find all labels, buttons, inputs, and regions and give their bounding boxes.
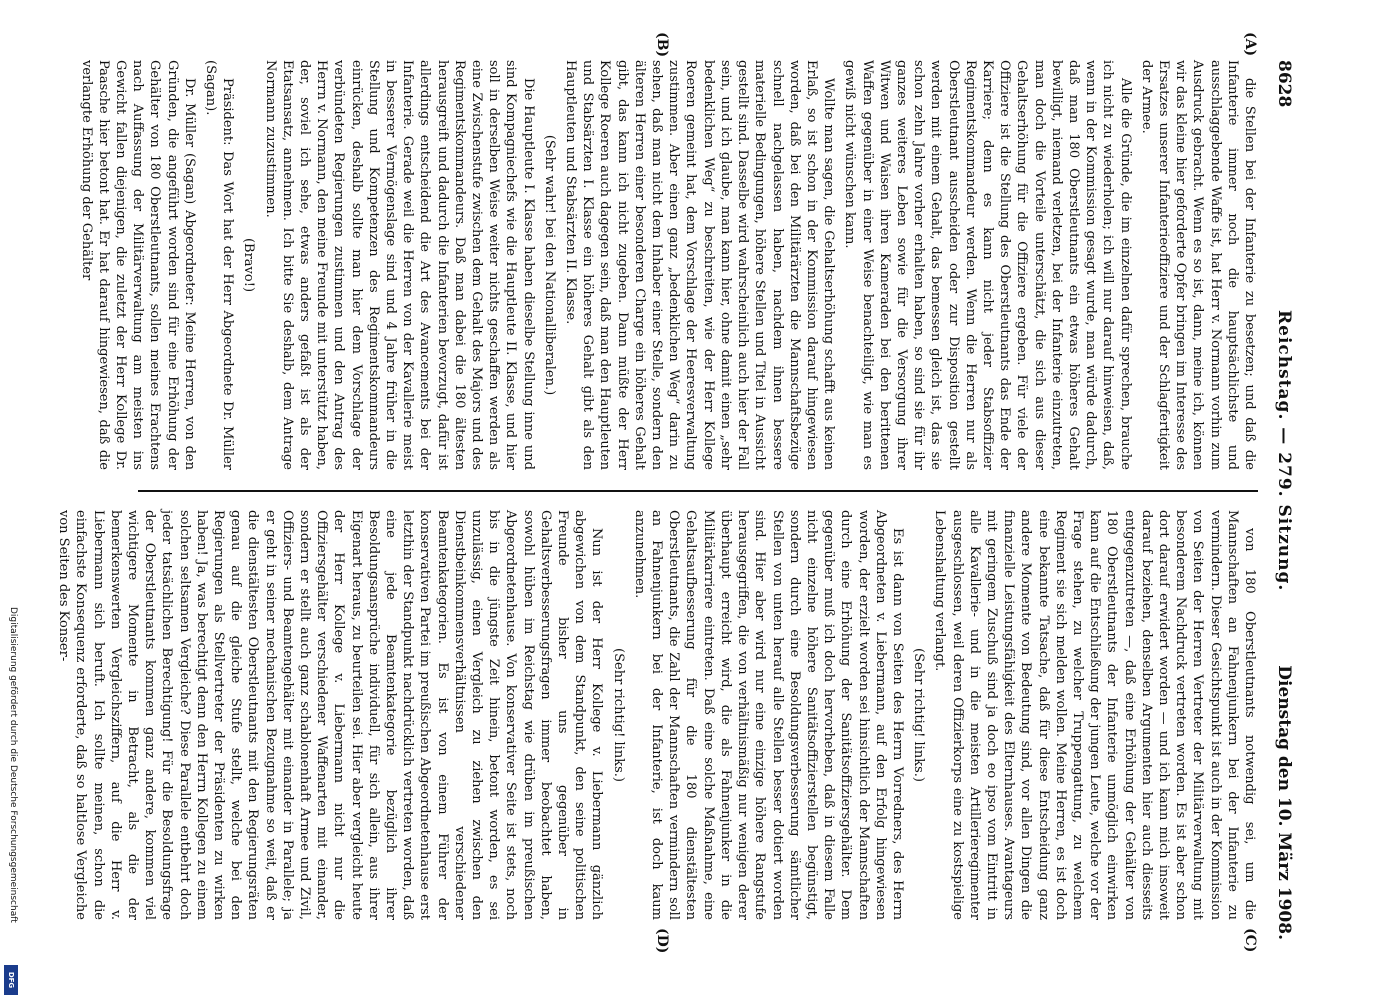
column-divider — [138, 490, 1258, 492]
interjection: (Sehr richtig! links.) — [911, 648, 927, 782]
page-header — [1260, 60, 1300, 940]
speaker-paragraph: Präsident: Das Wort hat der Herr Abgeordnete Dr. Müller (Sagan). — [203, 60, 236, 470]
dfg-logo-text: DFG — [7, 971, 15, 989]
page-content — [56, 32, 1300, 954]
interjection: (Sehr richtig! links.) — [610, 648, 626, 782]
right-column — [51, 510, 1258, 920]
paragraph: Dr. Müller (Sagan) Abgeordneter: Meine Herren, von den Gründen, die angeführt worden sind für eine Erhöhung der Gehälter von 180 Oberstleutnants, sollen meines Erachtens nach Auffassung der Militärverwaltung am meisten ins Gewicht fallen diejenigen, die zuletzt der Herr Kollege Dr. Paasche hier betont hat. Er hat darauf hingewiesen, daß die verlangte Erhöhung der Gehälter — [78, 60, 197, 470]
session-title: Reichstag. — 279. Sitzung. — [1274, 310, 1294, 592]
margin-mark-d: (D) — [654, 928, 670, 954]
session-date: Dienstag den 10. März 1908. — [1274, 665, 1294, 940]
left-column — [73, 60, 1258, 470]
paragraph: Alle die Gründe, die im einzelnen dafür sprechen, brauche ich nicht zu wiederholen; ich will nur darauf hinweisen, daß, wenn in der Kommission gesagt wurde, man würde dadurch, daß man 180 Oberstleutnants ein etwas höheres Gehalt bewilligt, niemand verletzen, bei der Infanterie einzutreten, man doch die Vorteile unterschätzt, die sich aus dieser Gehaltserhöhung für die Offiziere ergeben. Für viele der Offiziere ist die Stellung des Oberstleutnants das Ende der Karriere; denn es kann nicht jeder Stabsoffizier Regimentskommandeur werden. Wenn die Herren nur als Oberstleutnant ausscheiden oder zur Disposition gestellt werden mit einem Gehalt, das bemessen gleich ist, das sie schon zehn Jahre vorher erhalten haben, so sind sie für ihr ganzes weiteres Leben sowie für die Versorgung ihrer Witwen und Waisen ihren Kameraden bei den berittenen Waffen gegenüber in einer Weise benachteiligt, wie man es gewiß nicht wünschen kann. — [842, 60, 1133, 470]
margin-mark-a: (A) — [1242, 32, 1258, 57]
dfg-logo — [4, 965, 18, 995]
paragraph: Es ist dann von Seiten des Herrn Vorredners, des Herrn Abgeordneten v. Liebermann, auf den Erfolg hingewiesen worden, der erzielt worden sei hinsichtlich der Mannschaften durch eine Erhöhung der Sanitätsoffiziersgehälter. Dem gegenüber muß ich doch hervorheben, daß in diesem Falle nicht einzelne höhere Sanitätsoffizierstellen begünstigt, sondern durch eine Besoldungsverbesserung sämtlicher Stellen von unten herauf alle Stellen besser dotiert worden sind. Hier aber wird nur eine einzige höhere Rangstufe herausgegriffen, die von verhältnismäßig nur wenigen derer überhaupt erreicht wird, die als Fahnenjunker in die Militärkarriere eintreten. Daß eine solche Maßnahme, eine Gehaltsaufbesserung für die 180 dienstältesten Oberstleutnants, die Zahl der Mannschaften vermindern soll an Fahnenjunkern bei der Infanterie, ist doch kaum anzunehmen. — [631, 510, 905, 920]
paragraph: Wollte man sagen, die Gehaltserhöhung schafft aus keinen Erlaß, so ist schon in der Kommission darauf hingewiesen worden, daß bei den Militärärzten die Mannschaftsbezüge schnell nachgelassen haben, nachdem ihnen bessere materielle Bedingungen, höhere Stellen und Titel in Aussicht gestellt sind. Dasselbe wird wahrscheinlich auch hier der Fall sein, und ich glaube, man kann hier, ohne damit einen „sehr bedenklichen Weg“ zu beschreiten, wie der Herr Kollege Roeren gemeint hat, dem Vorschlage der Heeresverwaltung zustimmen. Aber einen ganz „bedenklichen Weg“ darin zu sehen, daß man nicht dem Inhaber einer Stelle, sondern den älteren Herren einer besonderen Charge ein höheres Gehalt gibt, das kann ich nicht zugeben. Dann müßte der Herr Kollege Roeren auch dagegen sein, daß man den Hauptleuten und Stabsärzten I. Klasse ein höheres Gehalt gibt als den Hauptleuten und Stabsärzten II. Klasse. — [563, 60, 837, 470]
paragraph: Die Hauptleute I. Klasse haben dieselbe Stellung inne und sind Kompagniechefs wie die Hauptleute II. Klasse, und hier soll in derselben Weise weiter nichts geschaffen werden als eine Zwischenstufe zwischen dem Gehalt des Majors und des Regimentskommandeurs. Daß man dabei die 180 ältesten herausgreift und dadurch die Infanterien bevorzugt, dafür ist allerdings entscheidend die Art des Avancements bei der Infanterie. Gerade weil die Herren von der Kavallerie meist in besserer Vermögenslage sind und 4 Jahre früher in die Stellung und Kompetenzen des Regimentskommandeurs einrücken, deshalb sollte man hier dem Vorschlage der verbündeten Regierungen zustimmen und den Antrag des Herrn v. Normann, den meine Freunde mit unterstützt haben, der, soviel ich sehe, etwas anders gefaßt ist als der Etatsansatz, annehmen. Ich bitte Sie deshalb, dem Antrage Normann zuzustimmen. — [262, 60, 536, 470]
paragraph: die Stellen bei der Infanterie zu besetzen; und daß die Infanterie immer noch die hauptsächlichste und ausschlaggebende Waffe ist, hat Herr v. Normann vorhin zum Ausdruck gebracht. Wenn es so ist, dann, meine ich, können wir das kleine hier geforderte Opfer bringen im Interesse des Ersatzes unserer Infanterieoffiziere und der Schlagfertigkeit der Armee. — [1138, 60, 1257, 470]
scanned-page — [56, 0, 1340, 1000]
margin-mark-c: (C) — [1242, 928, 1258, 953]
margin-mark-b: (B) — [654, 32, 670, 58]
interjection: (Sehr wahr! bei den Nationalliberalen.) — [541, 134, 557, 396]
credit-strip — [0, 0, 22, 1000]
page-number: 8628 — [1274, 60, 1294, 108]
paragraph: von 180 Oberstleutnants notwendig sei, um die Mannschaften an Fahnenjunkern bei der Infanterie zu vermindern. Dieser Gesichtspunkt ist auch in der Kommission von Seiten der Herren Vertreter der Militärverwaltung mit besonderem Nachdruck vertreten worden. Es ist aber schon dort darauf erwidert worden — und ich kann mich insoweit darauf beziehen, denselben Argumenten hier auch diesseits entgegenzutreten —, daß eine Erhöhung der Gehälter von 180 Oberstleutnants der Infanterie unmöglich einwirken kann auf die Entschließung der jungen Leute, welche vor der Frage stehen, zu welcher Truppengattung, zu welchem Regiment sie sich melden wollen. Meine Herren, es ist doch eine bekannte Tatsache, daß für diese Entscheidung ganz andere Momente von Bedeutung sind, vor allen Dingen die finanzielle Leistungsfähigkeit des Elternhauses. Avantageurs mit geringem Zuschuß sind ja doch eo ipso vom Eintritt in alle Kavallerie- und in die meisten Artillerieregimenter ausgeschlossen, weil deren Offizierkorps eine zu kostspielige Lebenshaltung verlangt. — [932, 510, 1257, 920]
paragraph: Nun ist der Herr Kollege v. Liebermann gänzlich abgewichen von dem Standpunkt, den seine politischen Freunde bisher uns gegenüber in Gehaltsverbesserungsfragen immer beobachtet haben, sowohl hüben im Reichstag wie drüben im preußischen Abgeordnetenhause. Von konservativer Seite ist stets, noch bis in die jüngste Zeit hinein, betont worden, es sei unzulässig, einen Vergleich zu ziehen zwischen den Dienstbeinkommensverhältnissen verschiedener Beamtenkategorien. Es ist von einem Führer der konservativen Partei im preußischen Abgeordnetenhause erst letzthin der Standpunkt nachdrücklich vertreten worden, daß eine jede Beamtenkategorie bezüglich ihrer Besoldungsansprüche individuell, für sich allein, aus ihrer Eigenart heraus, zu beurteilen sei. Hier aber vergleicht heute der Herr Kollege v. Liebermann nicht nur die Offiziersgehälter verschiedener Waffenarten mit einander, sondern er stellt auch ganz schablonenhaft Armee und Zivil, Offiziers- und Beamtengehälter mit einander in Parallele; ja er geht in seiner mechanischen Bezugnahme so weit, daß er die dienstältesten Oberstleutnants mit den Regierungsräten genau auf die gleiche Stufe stellt, welche bei den Regierungen als Stellvertreter der Präsidenten zu wirken haben! Ja, was berechtigt denn den Herrn Kollegen zu einem solchen seltsamen Vergleiche? Diese Parallele entbehrt doch jeder tatsächlichen Berechtigung! Für die Besoldungsfrage der Oberstleutnants kommen ganz andere, kommen viel wichtigere Momente in Betracht, als die der bemerkenswerten Vergleichsziffern, auf die Herr v. Liebermann sich beruft. Ich sollte meinen, schon die einfachste Konsequenz erforderte, daß so haltlose Vergleiche von Seiten des Konser- — [56, 510, 605, 920]
interjection: (Bravo!) — [241, 237, 257, 293]
digitization-credit: Digitalisierung gefördert durch die Deutsche Forschungsgemeinschaft — [8, 607, 18, 923]
